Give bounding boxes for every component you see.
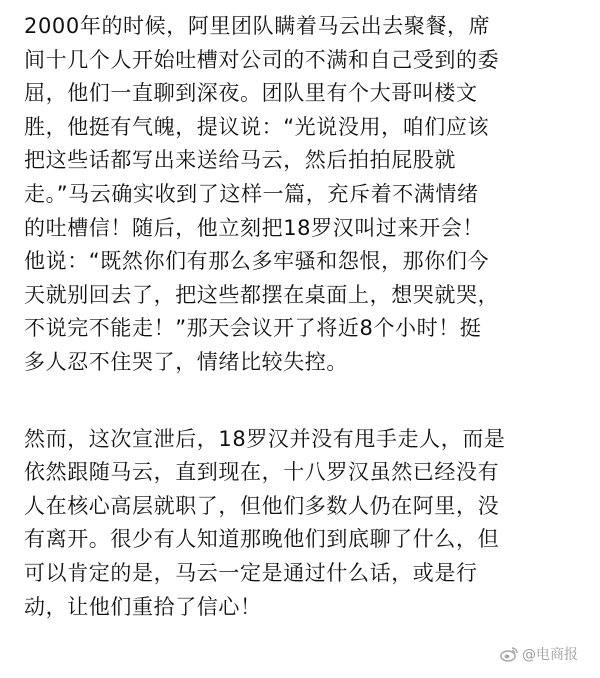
text-line: 多人忍不住哭了，情绪比较失控。 [24, 349, 348, 374]
weibo-logo-icon [500, 646, 518, 662]
article-body [24, 10, 584, 624]
text-line: 他说：“既然你们有那么多牢骚和怨恨，那你们今 [24, 249, 490, 274]
text-line: 的吐槽信！随后，他立刻把18罗汉叫过来开会！ [24, 215, 484, 240]
paragraph-1 [24, 10, 584, 380]
text-line: 屈，他们一直聊到深夜。团队里有个大哥叫楼文 [24, 81, 478, 106]
text-line: 把这些话都写出来送给马云，然后拍拍屁股就 [24, 148, 456, 173]
text-line: 依然跟随马云，直到现在，十八罗汉虽然已经没有 [24, 460, 500, 485]
text-line: 胜，他挺有气魄，提议说：“光说没用，咱们应该 [24, 114, 490, 139]
text-line: 可以肯定的是，马云一定是通过什么话，或是行 [24, 560, 478, 585]
text-line: 有离开。很少有人知道那晚他们到底聊了什么，但 [24, 527, 500, 552]
watermark-text: @电商报 [522, 647, 578, 663]
text-line: 间十几个人开始吐槽对公司的不满和自己受到的委 [24, 47, 500, 72]
paragraph-2 [24, 423, 584, 625]
text-line: 2000年的时候，阿里团队瞒着马云出去聚餐，席 [24, 14, 491, 38]
text-line: 然而，这次宣泄后，18罗汉并没有甩手走人，而是 [24, 426, 506, 451]
watermark [500, 644, 578, 664]
paragraph-gap [24, 380, 584, 423]
text-line: 天就别回去了，把这些都摆在桌面上，想哭就哭， [24, 282, 500, 307]
text-line: 人在核心高层就职了，但他们多数人仍在阿里，没 [24, 493, 500, 518]
text-line: 动，让他们重拾了信心！ [24, 594, 262, 619]
text-line: 走。”马云确实收到了这样一篇，充斥着不满情绪 [24, 181, 479, 206]
text-line: 不说完不能走！”那天会议开了将近8个小时！挺 [24, 316, 482, 341]
